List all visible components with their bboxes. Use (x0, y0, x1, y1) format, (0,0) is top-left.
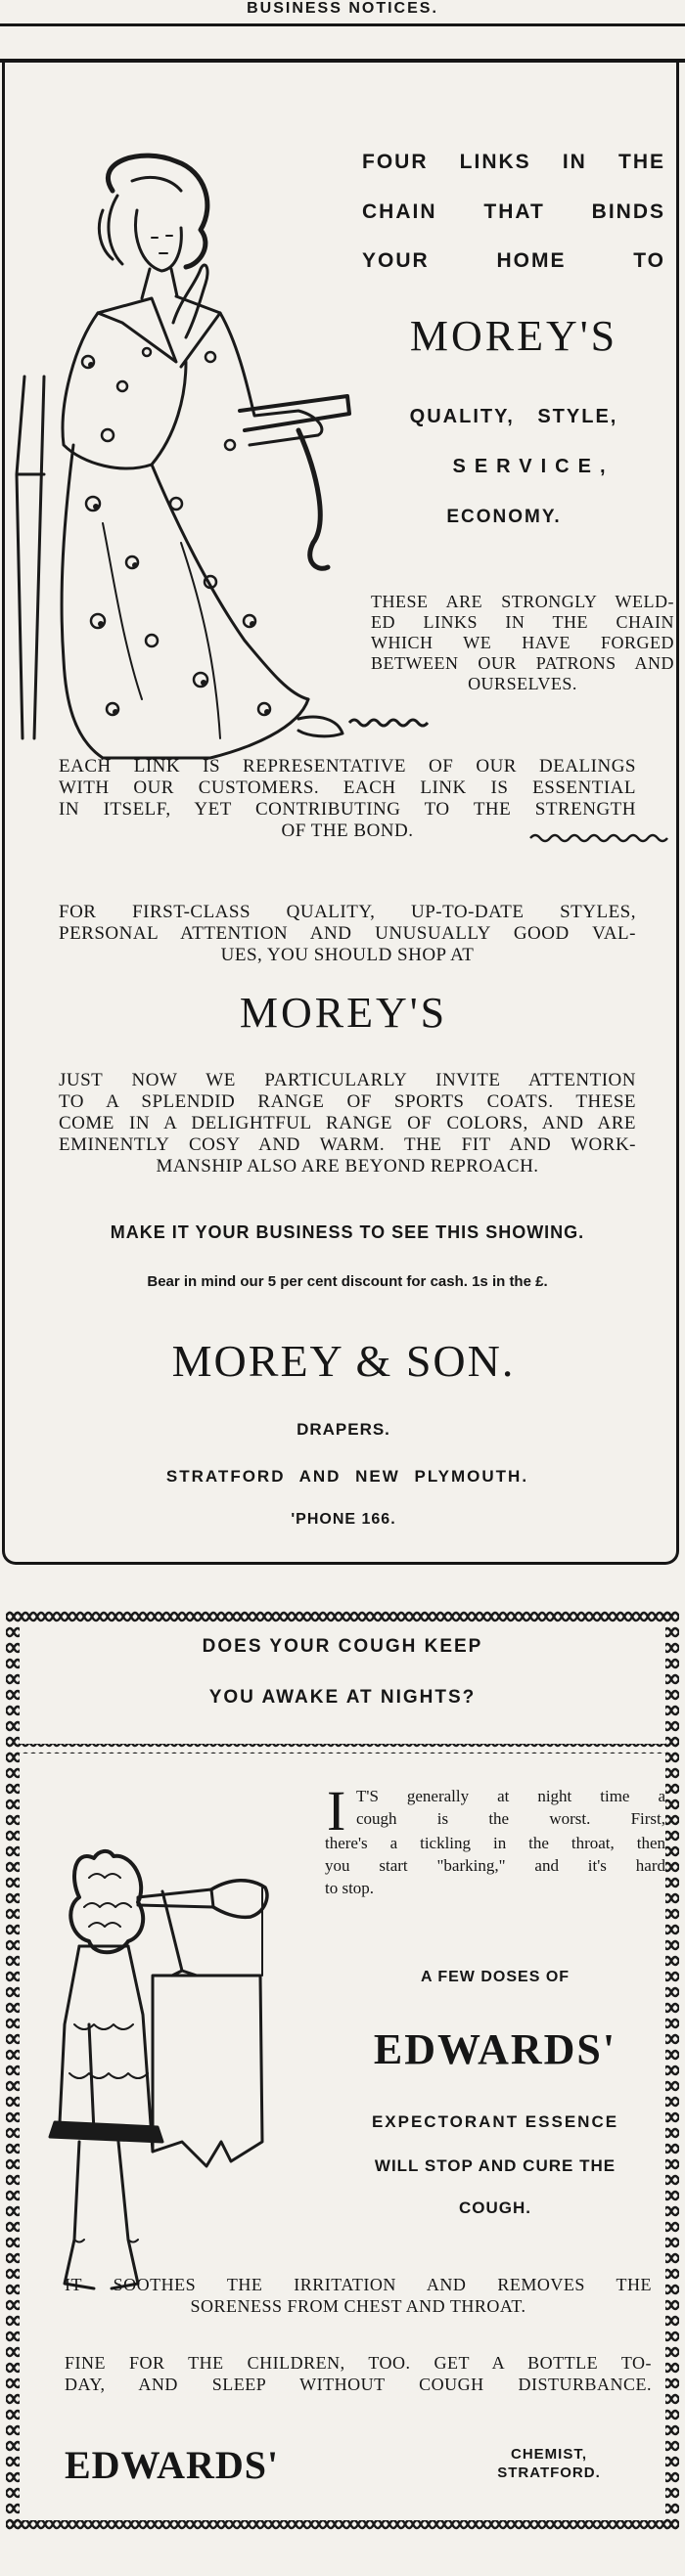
edwards-brand: EDWARDS' (373, 2025, 617, 2073)
headline-line-1: DOES YOUR COUGH KEEP (202, 1636, 483, 1657)
sports-coats-paragraph: JUST NOW WE PARTICULARLY INVITE ATTENTION TO A SPLENDID RANGE OF SPORTS COATS. THESE COME IN A DELIGHTFUL RANGE OF COLORS, AND ARE EMINENTLY COSY AND WARM. THE FIT AND WORK- MANSHIP ALSO ARE BEYOND REPROACH. (59, 1070, 636, 1177)
qualities-line-2: SERVICE, (452, 456, 615, 477)
firm-name: MOREY & SON. (171, 1336, 516, 1386)
first-class-paragraph: FOR FIRST-CLASS QUALITY, UP-TO-DATE STYLES, PERSONAL ATTENTION AND UNUSUALLY GOOD VAL- UES, YOU SHOULD SHOP AT (59, 902, 636, 965)
qualities-line-1: QUALITY, STYLE, (409, 406, 618, 427)
tagline-line-3: YOUR HOME TO (362, 249, 665, 272)
morey-advertisement (2, 59, 679, 1565)
qualities-line-3: ECONOMY. (446, 507, 562, 527)
welded-paragraph: THESE ARE STRONGLY WELD- ED LINKS IN THE CHAIN WHICH WE HAVE FORGED BETWEEN OUR PATRONS AND OURSELVES. (371, 592, 674, 693)
product-line-3: COUGH. (459, 2198, 531, 2217)
cough-paragraph: T'S generally at night time a cough is the worst. First, (356, 1787, 665, 1828)
phone-line: 'PHONE 166. (291, 1511, 396, 1528)
product-line-2: WILL STOP AND CURE THE (374, 2156, 616, 2175)
business-line: MAKE IT YOUR BUSINESS TO SEE THIS SHOWING. (110, 1222, 585, 1242)
few-doses-line: A FEW DOSES OF (420, 1969, 571, 1985)
cough-paragraph-continued: there's a tickling in the throat, then you start "barking," and it's hard to stop. (325, 1834, 665, 1897)
link-paragraph: EACH LINK IS REPRESENTATIVE OF OUR DEALINGS WITH OUR CUSTOMERS. EACH LINK IS ESSENTIAL IN ITSELF, YET CONTRIBUTING TO THE STRENGTH OF THE BOND. (59, 756, 636, 841)
tagline-line-1: FOUR LINKS IN THE (362, 151, 665, 173)
seated-woman-illustration (5, 152, 357, 787)
edwards-signature: EDWARDS' (65, 2443, 280, 2487)
brand-name: MOREY'S (409, 312, 618, 360)
tagline-line-2: CHAIN THAT BINDS (362, 200, 665, 223)
chemist-address: CHEMIST, STRATFORD. (497, 2446, 601, 2481)
soothes-paragraph: IT SOOTHES THE IRRITATION AND REMOVES THE SORENESS FROM CHEST AND THROAT. (65, 2275, 652, 2316)
children-paragraph: FINE FOR THE CHILDREN, TOO. GET A BOTTLE TO- DAY, AND SLEEP WITHOUT COUGH DISTURBANCE. (65, 2353, 652, 2394)
headline-line-2: YOU AWAKE AT NIGHTS? (208, 1687, 477, 1708)
discount-line: Bear in mind our 5 per cent discount for cash. 1s in the £. (147, 1273, 548, 1290)
herald-trumpeter-illustration (35, 1829, 329, 2318)
locations-line: STRATFORD AND NEW PLYMOUTH. (165, 1467, 529, 1486)
brand-name-second: MOREY'S (239, 989, 448, 1037)
edwards-advertisement (6, 1609, 679, 2534)
drop-cap: I (327, 1779, 346, 1843)
header-rule (0, 23, 685, 26)
product-line-1: EXPECTORANT ESSENCE (371, 2112, 619, 2131)
ornament-squiggle-right (528, 831, 675, 845)
trade-label: DRAPERS. (297, 1420, 390, 1439)
ornament-squiggle (347, 716, 435, 730)
section-header: BUSINESS NOTICES. (247, 0, 438, 17)
